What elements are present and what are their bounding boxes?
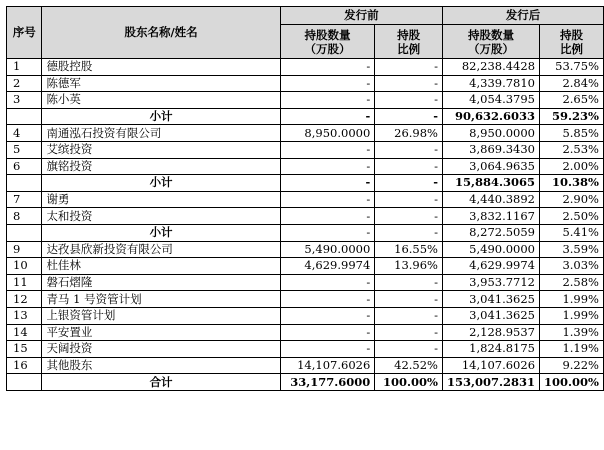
- cell-seq: [7, 108, 42, 125]
- cell-shares-before: -: [280, 141, 375, 158]
- cell-name: 上银资管计划: [42, 307, 280, 324]
- header-seq: 序号: [7, 7, 42, 59]
- cell-seq: 8: [7, 208, 42, 225]
- cell-ratio-before: 16.55%: [375, 241, 443, 258]
- cell-name: 平安置业: [42, 324, 280, 341]
- cell-ratio-after: 3.59%: [540, 241, 604, 258]
- table-row: [7, 274, 604, 291]
- header-name: 股东名称/姓名: [42, 7, 280, 59]
- cell-shares-after: 82,238.4428: [442, 59, 539, 76]
- cell-name: 谢勇: [42, 191, 280, 208]
- cell-seq: 11: [7, 274, 42, 291]
- cell-ratio-after: 2.58%: [540, 274, 604, 291]
- table-row: [7, 291, 604, 308]
- cell-seq: [7, 374, 42, 391]
- cell-seq: 4: [7, 125, 42, 142]
- cell-shares-after: 8,272.5059: [442, 224, 539, 241]
- cell-name: 艾缤投资: [42, 141, 280, 158]
- table-row: [7, 191, 604, 208]
- cell-ratio-before: -: [375, 92, 443, 109]
- cell-shares-after: 153,007.2831: [442, 374, 539, 391]
- cell-name: 磐石熠隆: [42, 274, 280, 291]
- cell-shares-before: -: [280, 108, 375, 125]
- cell-shares-before: -: [280, 92, 375, 109]
- cell-ratio-before: 100.00%: [375, 374, 443, 391]
- cell-ratio-before: 13.96%: [375, 258, 443, 275]
- cell-shares-after: 1,824.8175: [442, 341, 539, 358]
- table-row: [7, 241, 604, 258]
- cell-name: 合计: [42, 374, 280, 391]
- cell-ratio-after: 2.00%: [540, 158, 604, 175]
- cell-shares-before: -: [280, 307, 375, 324]
- cell-shares-after: 8,950.0000: [442, 125, 539, 142]
- table-body: [7, 59, 604, 391]
- cell-ratio-before: -: [375, 224, 443, 241]
- header-ratio-after: 持股 比例: [540, 25, 604, 59]
- cell-shares-after: 3,953.7712: [442, 274, 539, 291]
- subtotal-row: [7, 224, 604, 241]
- cell-shares-before: -: [280, 274, 375, 291]
- header-before: 发行前: [280, 7, 442, 25]
- cell-ratio-after: 3.03%: [540, 258, 604, 275]
- cell-ratio-after: 2.53%: [540, 141, 604, 158]
- cell-seq: 6: [7, 158, 42, 175]
- cell-name: 旗铭投资: [42, 158, 280, 175]
- cell-ratio-before: -: [375, 59, 443, 76]
- cell-seq: 15: [7, 341, 42, 358]
- table-row: [7, 307, 604, 324]
- cell-name: 陈德军: [42, 75, 280, 92]
- cell-shares-after: 4,339.7810: [442, 75, 539, 92]
- table-row: [7, 341, 604, 358]
- cell-name: 小计: [42, 108, 280, 125]
- cell-shares-before: -: [280, 224, 375, 241]
- cell-shares-before: 33,177.6000: [280, 374, 375, 391]
- cell-shares-before: -: [280, 75, 375, 92]
- cell-ratio-before: -: [375, 75, 443, 92]
- table-row: [7, 59, 604, 76]
- cell-ratio-after: 10.38%: [540, 175, 604, 192]
- cell-shares-before: -: [280, 291, 375, 308]
- cell-shares-after: 4,054.3795: [442, 92, 539, 109]
- cell-ratio-before: -: [375, 341, 443, 358]
- shareholding-table-wrapper: [6, 6, 604, 391]
- cell-ratio-after: 1.99%: [540, 291, 604, 308]
- cell-shares-after: 3,832.1167: [442, 208, 539, 225]
- table-row: [7, 324, 604, 341]
- table-row: [7, 208, 604, 225]
- cell-seq: 1: [7, 59, 42, 76]
- cell-seq: 3: [7, 92, 42, 109]
- cell-shares-before: -: [280, 341, 375, 358]
- cell-shares-before: -: [280, 175, 375, 192]
- cell-name: 杜佳林: [42, 258, 280, 275]
- cell-ratio-before: -: [375, 158, 443, 175]
- cell-seq: 5: [7, 141, 42, 158]
- cell-ratio-after: 59.23%: [540, 108, 604, 125]
- header-ratio-before: 持股 比例: [375, 25, 443, 59]
- cell-seq: [7, 224, 42, 241]
- cell-shares-before: -: [280, 59, 375, 76]
- cell-shares-after: 3,041.3625: [442, 307, 539, 324]
- cell-name: 小计: [42, 224, 280, 241]
- cell-name: 达孜县欣新投资有限公司: [42, 241, 280, 258]
- cell-ratio-before: 26.98%: [375, 125, 443, 142]
- cell-ratio-after: 2.90%: [540, 191, 604, 208]
- cell-shares-before: 5,490.0000: [280, 241, 375, 258]
- cell-shares-after: 4,629.9974: [442, 258, 539, 275]
- total-row: [7, 374, 604, 391]
- cell-ratio-after: 2.84%: [540, 75, 604, 92]
- cell-seq: 14: [7, 324, 42, 341]
- cell-ratio-after: 100.00%: [540, 374, 604, 391]
- cell-name: 青马 1 号资管计划: [42, 291, 280, 308]
- cell-seq: 12: [7, 291, 42, 308]
- cell-shares-after: 3,869.3430: [442, 141, 539, 158]
- cell-ratio-before: -: [375, 141, 443, 158]
- cell-seq: 7: [7, 191, 42, 208]
- cell-ratio-after: 9.22%: [540, 357, 604, 374]
- table-row: [7, 357, 604, 374]
- cell-name: 太和投资: [42, 208, 280, 225]
- cell-ratio-before: -: [375, 175, 443, 192]
- cell-ratio-before: -: [375, 191, 443, 208]
- cell-name: 南通泓石投资有限公司: [42, 125, 280, 142]
- subtotal-row: [7, 175, 604, 192]
- table-row: [7, 158, 604, 175]
- cell-seq: 2: [7, 75, 42, 92]
- header-after: 发行后: [442, 7, 603, 25]
- cell-seq: 16: [7, 357, 42, 374]
- cell-seq: 10: [7, 258, 42, 275]
- cell-ratio-after: 1.19%: [540, 341, 604, 358]
- cell-shares-before: -: [280, 208, 375, 225]
- cell-ratio-before: -: [375, 307, 443, 324]
- cell-name: 小计: [42, 175, 280, 192]
- table-row: [7, 75, 604, 92]
- subtotal-row: [7, 108, 604, 125]
- table-row: [7, 258, 604, 275]
- cell-shares-after: 5,490.0000: [442, 241, 539, 258]
- cell-ratio-before: -: [375, 291, 443, 308]
- header-shares-after: 持股数量 （万股）: [442, 25, 539, 59]
- cell-ratio-after: 1.39%: [540, 324, 604, 341]
- cell-shares-after: 4,440.3892: [442, 191, 539, 208]
- cell-seq: 13: [7, 307, 42, 324]
- cell-ratio-before: -: [375, 108, 443, 125]
- cell-ratio-after: 53.75%: [540, 59, 604, 76]
- table-row: [7, 141, 604, 158]
- header-shares-before: 持股数量 （万股）: [280, 25, 375, 59]
- cell-ratio-before: -: [375, 208, 443, 225]
- cell-seq: [7, 175, 42, 192]
- cell-ratio-after: 2.65%: [540, 92, 604, 109]
- cell-ratio-after: 1.99%: [540, 307, 604, 324]
- cell-name: 德股控股: [42, 59, 280, 76]
- cell-shares-before: -: [280, 324, 375, 341]
- cell-shares-after: 90,632.6033: [442, 108, 539, 125]
- cell-ratio-before: -: [375, 274, 443, 291]
- cell-ratio-after: 5.41%: [540, 224, 604, 241]
- cell-shares-before: 4,629.9974: [280, 258, 375, 275]
- cell-name: 其他股东: [42, 357, 280, 374]
- cell-name: 天阔投资: [42, 341, 280, 358]
- cell-shares-before: 14,107.6026: [280, 357, 375, 374]
- cell-shares-after: 15,884.3065: [442, 175, 539, 192]
- cell-name: 陈小英: [42, 92, 280, 109]
- cell-ratio-after: 5.85%: [540, 125, 604, 142]
- table-row: [7, 125, 604, 142]
- shareholding-table: [6, 6, 604, 391]
- cell-ratio-before: -: [375, 324, 443, 341]
- cell-shares-before: 8,950.0000: [280, 125, 375, 142]
- cell-shares-after: 3,041.3625: [442, 291, 539, 308]
- table-row: [7, 92, 604, 109]
- cell-shares-after: 2,128.9537: [442, 324, 539, 341]
- cell-shares-before: -: [280, 158, 375, 175]
- cell-ratio-after: 2.50%: [540, 208, 604, 225]
- cell-shares-before: -: [280, 191, 375, 208]
- cell-shares-after: 14,107.6026: [442, 357, 539, 374]
- cell-seq: 9: [7, 241, 42, 258]
- cell-shares-after: 3,064.9635: [442, 158, 539, 175]
- cell-ratio-before: 42.52%: [375, 357, 443, 374]
